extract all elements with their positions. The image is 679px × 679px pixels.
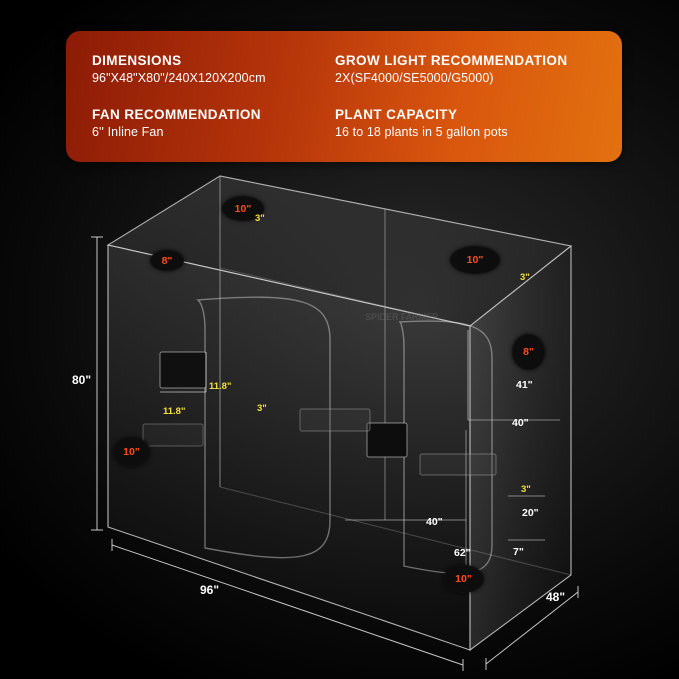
dim-top-right-3: 3"	[520, 272, 530, 283]
vent-lower-left: 10"	[113, 437, 150, 467]
dim-40-mid: 40"	[426, 516, 443, 528]
brand-watermark: SPIDER FARMER	[365, 312, 439, 322]
dim-20: 20"	[522, 507, 539, 519]
vent-bottom-right: 10"	[443, 565, 484, 593]
dim-height-80: 80"	[72, 373, 92, 387]
dim-62: 62"	[454, 547, 471, 559]
dim-window-118-v: 11.8"	[209, 381, 232, 392]
dim-depth-48: 48"	[546, 590, 566, 604]
spec-grow-light-title: GROW LIGHT RECOMMENDATION	[335, 53, 568, 68]
dim-top-left-3: 3"	[255, 213, 265, 224]
dim-right-3: 3"	[521, 484, 531, 495]
spec-plant-capacity-title: PLANT CAPACITY	[335, 107, 458, 122]
spec-dimensions-value: 96"X48"X80"/240X120X200cm	[92, 71, 266, 85]
vent-top-left: 10"	[222, 196, 264, 221]
vent-top-right: 10"	[450, 246, 500, 274]
dim-41: 41"	[516, 379, 533, 391]
dim-7: 7"	[513, 546, 524, 558]
dim-40-right: 40"	[512, 417, 529, 429]
spec-plant-capacity-value: 16 to 18 plants in 5 gallon pots	[335, 125, 508, 139]
spec-fan-title: FAN RECOMMENDATION	[92, 107, 261, 122]
vent-right-side: 8"	[512, 334, 545, 370]
spec-dimensions-title: DIMENSIONS	[92, 53, 182, 68]
spec-fan-value: 6'' Inline Fan	[92, 125, 164, 139]
vent-upper-left: 8"	[150, 250, 184, 271]
dim-window-118-h: 11.8"	[163, 406, 186, 417]
dim-width-96: 96"	[200, 583, 220, 597]
dim-mid-3: 3"	[257, 403, 267, 414]
spec-grow-light-value: 2X(SF4000/SE5000/G5000)	[335, 71, 494, 85]
